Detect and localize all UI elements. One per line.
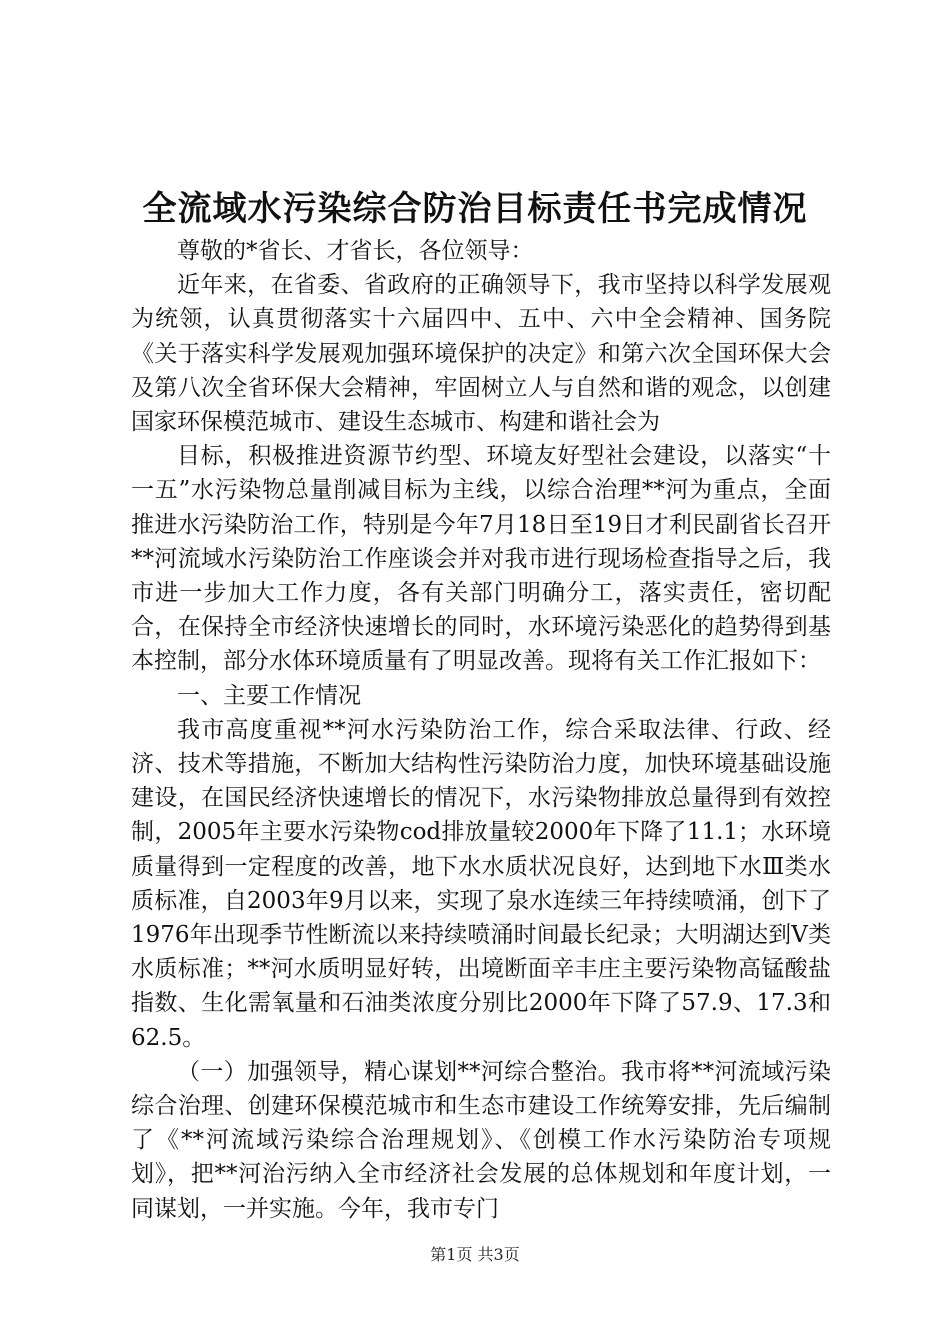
body-paragraph: 目标，积极推进资源节约型、环境友好型社会建设，以落实“十一五”水污染物总量削减目标为主线，以综合治理**河为重点，全面推进水污染防治工作，特别是今年7月18日至19日才利民副省长召开**河流域水污染防治工作座谈会并对我市进行现场检查指导之后，我市进一步加大工作力度，各有关部门明确分工，落实责任，密切配合，在保持全市经济快速增长的同时，水环境污染恶化的趋势得到基本控制，部分水体环境质量有了明显改善。现将有关工作汇报如下： xyxy=(131,443,831,675)
body-paragraph: （一）加强领导，精心谋划**河综合整治。我市将**河流域污染综合治理、创建环保模范城市和生态市建设工作统筹安排，先后编制了《**河流域污染综合治理规划》、《创模工作水污染防治专项规划》，把**河治污纳入全市经济社会发展的总体规划和年度计划，一同谋划，一并实施。今年，我市专门 xyxy=(131,1058,831,1222)
document-title: 全流域水污染综合防治目标责任书完成情况 xyxy=(142,189,808,229)
page-number-footer: 第1页 共3页 xyxy=(430,1245,520,1264)
document-body xyxy=(131,234,831,1226)
body-paragraph: 我市高度重视**河水污染防治工作，综合采取法律、行政、经济、技术等措施，不断加大结构性污染防治力度，加快环境基础设施建设，在国民经济快速增长的情况下，水污染物排放总量得到有效控制，2005年主要水污染物cod排放量较2000年下降了11.1；水环境质量得到一定程度的改善，地下水水质状况良好，达到地下水Ⅲ类水质标准，自2003年9月以来，实现了泉水连续三年持续喷涌，创下了1976年出现季节性断流以来持续喷涌时间最长纪录；大明湖达到Ⅴ类水质标准；**河水质明显好转，出境断面辛丰庄主要污染物高锰酸盐指数、生化需氧量和石油类浓度分别比2000年下降了57.9、17.3和62.5。 xyxy=(131,716,831,1051)
section-heading: 一、主要工作情况 xyxy=(177,682,361,709)
salutation-paragraph: 尊敬的*省长、才省长，各位领导： xyxy=(177,238,534,264)
body-paragraph: 近年来，在省委、省政府的正确领导下，我市坚持以科学发展观为统领，认真贯彻落实十六届四中、五中、六中全会精神、国务院《关于落实科学发展观加强环境保护的决定》和第六次全国环保大会及第八次全省环保大会精神，牢固树立人与自然和谐的观念，以创建国家环保模范城市、建设生态城市、构建和谐社会为 xyxy=(131,272,831,436)
